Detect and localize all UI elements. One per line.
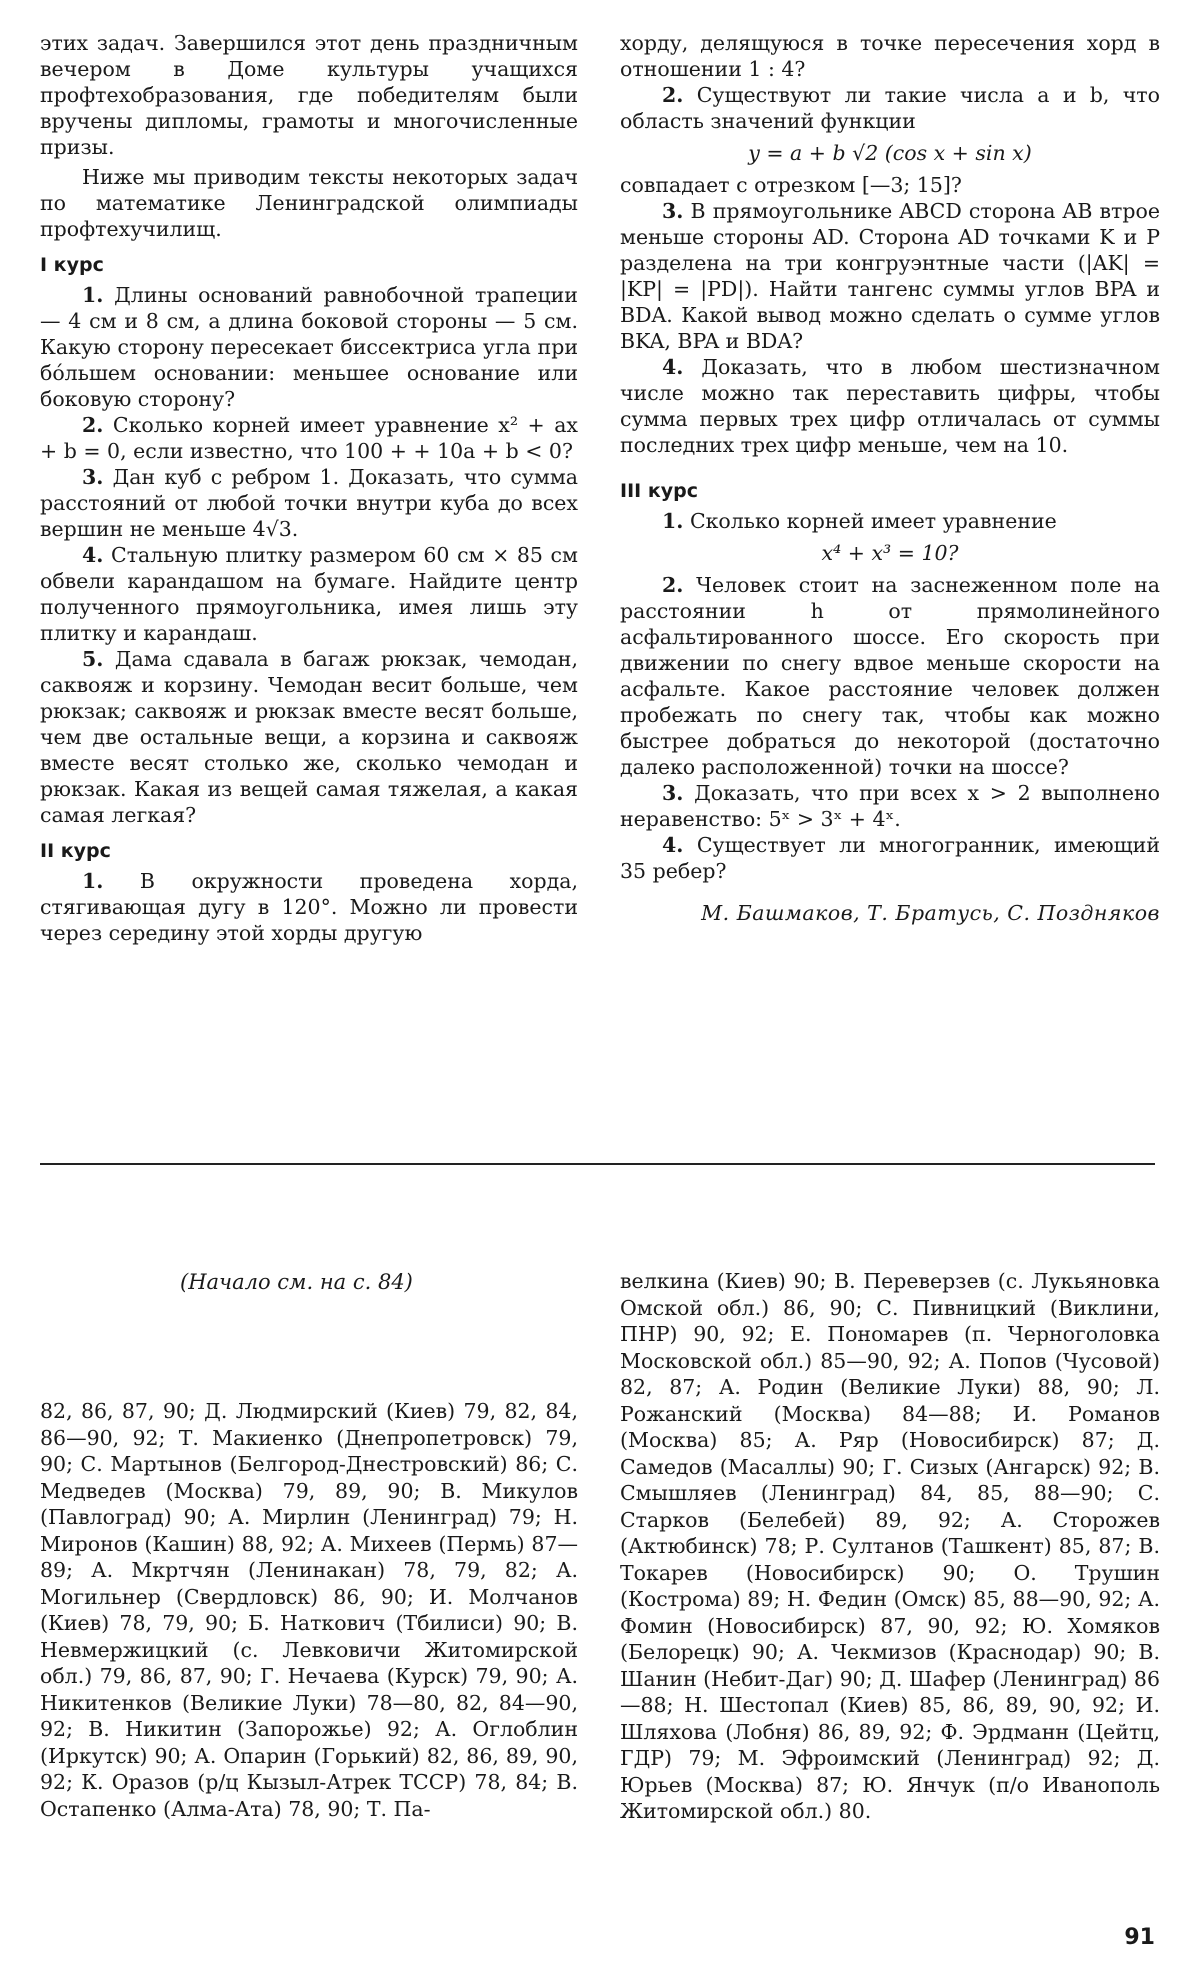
problem-2-3: 3. В прямоугольнике ABCD сторона AB втрое меньше стороны AD. Сторона AD точками K и P разделена на три конгруэнтные части (|AK| = |KP| = |PD|). Найти тангенс суммы углов BPA и BDA. Какой вывод можно сделать о сумме углов BKA, BPA и BDA? [620, 199, 1160, 353]
problem-3-1: 1. Сколько корней имеет уравнение [662, 509, 1057, 533]
problem-2-1-continued: хорду, делящуюся в точке пересечения хорд в отношении 1 : 4? [620, 31, 1160, 81]
problem-2-2: 2. Существуют ли такие числа a и b, что область значений функции [620, 83, 1160, 133]
problem-3-3: 3. Доказать, что при всех x > 2 выполнено неравенство: 5ˣ > 3ˣ + 4ˣ. [620, 781, 1160, 831]
formula-equation: x⁴ + x³ = 10? [821, 541, 959, 565]
continuation-note: (Начало см. на с. 84) [180, 1270, 413, 1294]
intro-paragraph-2: Ниже мы приводим тексты некоторых задач по математике Ленинградской олимпиады профтехучилищ. [40, 165, 578, 241]
names-list-left: 82, 86, 87, 90; Д. Людмирский (Киев) 79, 82, 84, 86—90, 92; Т. Макиенко (Днепропетровск) 79, 90; С. Мартынов (Белгород-Днестровский) 86; С. Медведев (Москва) 79, 89, 90; В. Микулов (Павлоград) 90; А. Мирлин (Ленинград) 79; Н. Миронов (Кашин) 88, 92; А. Михеев (Пермь) 87—89; А. Мкртчян (Ленинакан) 78, 79, 82; А. Могильнер (Свердловск) 86, 90; И. Молчанов (Киев) 78, 79, 90; Б. Наткович (Тбилиси) 90; В. Невмержицкий (с. Левковичи Житомирской обл.) 79, 86, 87, 90; Г. Нечаева (Курск) 79, 90; А. Никитенков (Великие Луки) 78—80, 82, 84—90, 92; В. Никитин (Запорожье) 92; А. Оглоблин (Иркутск) 90; А. Опарин (Горький) 82, 86, 89, 90, 92; К. Оразов (р/ц Кызыл-Атрек ТССР) 78, 84; В. Остапенко (Алма-Ата) 78, 90; Т. Па- [40, 1399, 578, 1821]
page-number: 91 [1124, 1925, 1155, 1950]
names-right-column [620, 1268, 1160, 1825]
problem-2-1: 1. В окружности проведена хорда, стягивающая дугу в 120°. Можно ли провести через середину этой хорды другую [40, 869, 578, 945]
problem-3-4: 4. Существует ли многогранник, имеющий 35 ребер? [620, 833, 1160, 883]
problem-1-5: 5. Дама сдавала в багаж рюкзак, чемодан, саквояж и корзину. Чемодан весит больше, чем рюкзак; саквояж и рюкзак вместе весят больше, чем две остальные вещи, а корзина и саквояж вместе весят столько же, сколько чемодан и рюкзак. Какая из вещей самая тяжелая, а какая самая легкая? [40, 647, 578, 827]
intro-paragraph-1: этих задач. Завершился этот день праздничным вечером в Доме культуры учащихся профтехобразования, где победителям были вручены дипломы, грамоты и многочисленные призы. [40, 31, 578, 159]
left-column [40, 30, 578, 946]
authors-signature: М. Башмаков, Т. Братусь, С. Поздняков [701, 901, 1160, 925]
problem-1-3: 3. Дан куб с ребром 1. Доказать, что сумма расстояний от любой точки внутри куба до всех вершин не меньше 4√3. [40, 465, 578, 541]
course-1-heading: I курс [40, 254, 104, 276]
course-2-heading: II курс [40, 840, 111, 862]
problem-2-2-after: совпадает с отрезком [—3; 15]? [620, 173, 962, 197]
problem-1-2: 2. Сколько корней имеет уравнение x² + ax + b = 0, если известно, что 100 + + 10a + b < 0? [40, 413, 578, 463]
course-3-heading: III курс [620, 480, 698, 502]
right-column [620, 30, 1160, 926]
problem-3-2: 2. Человек стоит на заснеженном поле на расстоянии h от прямолинейного асфальтированного шоссе. Его скорость при движении по снегу вдвое меньше скорости на асфальте. Какое расстояние человек должен пробежать по снегу так, чтобы как можно быстрее добраться до некоторой (достаточно далеко расположенной) точки на шоссе? [620, 573, 1160, 779]
problem-1-4: 4. Стальную плитку размером 60 см × 85 см обвели карандашом на бумаге. Найдите центр полученного прямоугольника, имея лишь эту плитку и карандаш. [40, 543, 578, 645]
formula-function: y = a + b √2 (cos x + sin x) [748, 141, 1032, 165]
problem-1-1: 1. Длины оснований равнобочной трапеции — 4 см и 8 см, а длина боковой стороны — 5 см. Какую сторону пересекает биссектриса угла при бóльшем основании: меньшее основание или боковую сторону? [40, 283, 578, 411]
problem-2-4: 4. Доказать, что в любом шестизначном числе можно так переставить цифры, чтобы сумма первых трех цифр отличалась от суммы последних трех цифр меньше, чем на 10. [620, 355, 1160, 457]
names-left-column [40, 1398, 578, 1822]
names-list-right: велкина (Киев) 90; В. Переверзев (с. Лукьяновка Омской обл.) 86, 90; С. Пивницкий (Виклини, ПНР) 90, 92; Е. Пономарев (п. Черноголовка Московской обл.) 85—90, 92; А. Попов (Чусовой) 82, 87; А. Родин (Великие Луки) 88, 90; Л. Рожанский (Москва) 84—88; И. Романов (Москва) 85; А. Ряр (Новосибирск) 87; Д. Самедов (Масаллы) 90; Г. Сизых (Ангарск) 92; В. Смышляев (Ленинград) 84, 85, 88—90; С. Старков (Белебей) 89, 92; А. Сторожев (Актюбинск) 78; Р. Султанов (Ташкент) 85, 87; В. Токарев (Новосибирск) 90; О. Трушин (Кострома) 89; Н. Федин (Омск) 85, 88—90, 92; А. Фомин (Новосибирск) 87, 90, 92; Ю. Хомяков (Белорецк) 90; А. Чекмизов (Краснодар) 90; В. Шанин (Небит-Даг) 90; Д. Шафер (Ленинград) 86—88; Н. Шестопал (Киев) 85, 86, 89, 90, 92; И. Шляхова (Лобня) 86, 89, 92; Ф. Эрдманн (Цейтц, ГДР) 79; М. Эфроимский (Ленинград) 92; Д. Юрьев (Москва) 87; Ю. Янчук (п/о Иванополь Житомирской обл.) 80. [620, 1269, 1160, 1823]
section-divider [40, 1163, 1155, 1165]
